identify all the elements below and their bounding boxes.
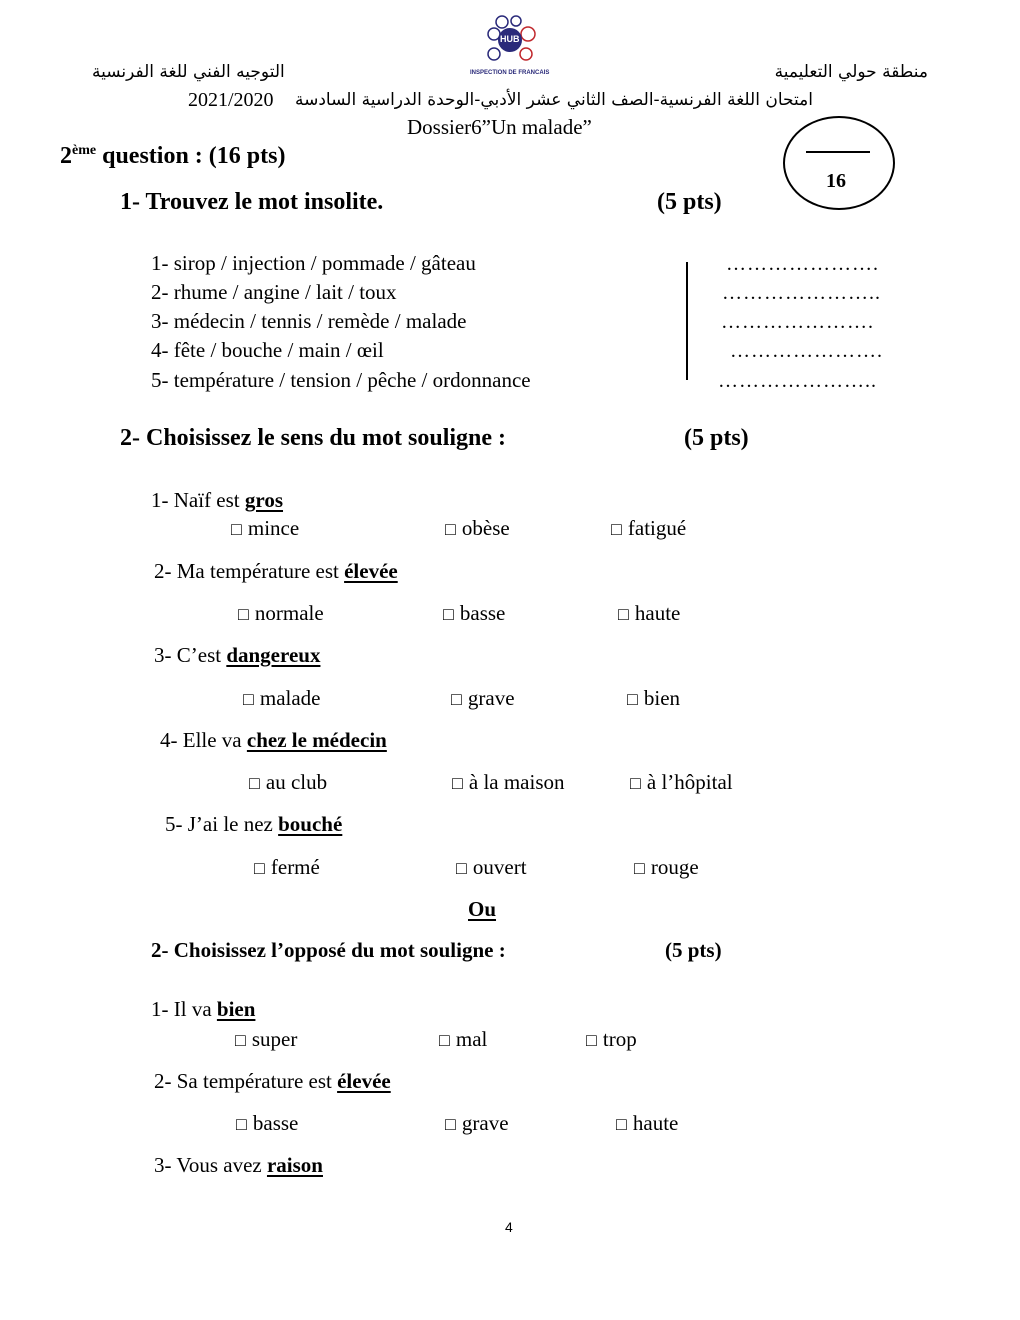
answer-blank[interactable]: …………………..	[722, 282, 881, 304]
part3-points: (5 pts)	[665, 938, 722, 962]
option-checkbox[interactable]: □ mal	[439, 1027, 487, 1052]
or-separator: Ou	[468, 897, 497, 921]
answer-blank[interactable]: ………………….	[726, 253, 879, 275]
option-checkbox[interactable]: □ super	[235, 1027, 297, 1052]
option-checkbox[interactable]: □ ouvert	[456, 855, 527, 880]
question-superscript: ème	[72, 143, 97, 158]
part1-points: (5 pts)	[657, 189, 722, 215]
answer-divider	[686, 262, 688, 380]
underlined-word: gros	[244, 488, 284, 512]
exercise-sentence	[154, 559, 398, 584]
part1-title: 1- Trouvez le mot insolite.	[120, 189, 384, 215]
part1-item: 2- rhume / angine / lait / toux	[151, 280, 397, 304]
option-checkbox[interactable]: □ haute	[616, 1111, 678, 1136]
dossier-title: Dossier6”Un malade”	[407, 115, 592, 139]
school-year: 2021/2020	[188, 89, 274, 111]
exercise-sentence	[154, 643, 320, 668]
option-checkbox[interactable]: □ malade	[243, 686, 321, 711]
answer-blank[interactable]: ………………….	[721, 311, 874, 333]
part1-item: 3- médecin / tennis / remède / malade	[151, 309, 467, 333]
option-checkbox[interactable]: □ à la maison	[452, 770, 565, 795]
exercise-sentence	[151, 997, 255, 1022]
header-right-org: منطقة حولي التعليمية	[774, 62, 928, 82]
underlined-word: dangereux	[226, 643, 321, 667]
option-checkbox[interactable]: □ fatigué	[611, 516, 686, 541]
option-checkbox[interactable]: □ au club	[249, 770, 327, 795]
question-heading	[60, 143, 285, 170]
option-checkbox[interactable]: □ basse	[236, 1111, 298, 1136]
exam-title: امتحان اللغة الفرنسية-الصف الثاني عشر الأدبي-الوحدة الدراسية السادسة	[295, 90, 813, 110]
option-checkbox[interactable]: □ grave	[451, 686, 515, 711]
option-checkbox[interactable]: □ trop	[586, 1027, 637, 1052]
exercise-sentence	[154, 1153, 323, 1178]
inspection-logo	[470, 12, 550, 82]
part2-points: (5 pts)	[684, 425, 749, 451]
option-checkbox[interactable]: □ normale	[238, 601, 324, 626]
part3-title: 2- Choisissez l’opposé du mot souligne :	[151, 938, 506, 962]
option-checkbox[interactable]: □ haute	[618, 601, 680, 626]
option-checkbox[interactable]: □ mince	[231, 516, 299, 541]
part1-item: 1- sirop / injection / pommade / gâteau	[151, 251, 476, 275]
option-checkbox[interactable]: □ bien	[627, 686, 680, 711]
underlined-word: élevée	[344, 559, 398, 583]
exercise-sentence	[154, 1069, 391, 1094]
sentence-prefix: 3- Vous avez	[154, 1153, 267, 1177]
underlined-word: élevée	[337, 1069, 391, 1093]
part2-title: 2- Choisissez le sens du mot souligne :	[120, 425, 507, 451]
logo-caption: INSPECTION DE FRANCAIS	[470, 70, 550, 76]
exercise-sentence	[151, 488, 283, 513]
score-line	[806, 151, 870, 153]
part1-item: 5- température / tension / pêche / ordonnance	[151, 368, 531, 392]
option-checkbox[interactable]: □ à l’hôpital	[630, 770, 733, 795]
sentence-prefix: 2- Ma température est	[154, 559, 345, 583]
score-total: 16	[826, 170, 846, 192]
underlined-word: bouché	[278, 812, 343, 836]
answer-blank[interactable]: ………………….	[730, 340, 883, 362]
page-number: 4	[505, 1219, 513, 1235]
option-checkbox[interactable]: □ basse	[443, 601, 505, 626]
answer-blank[interactable]: …………………..	[718, 370, 877, 392]
logo-text: HUB	[500, 34, 520, 44]
option-checkbox[interactable]: □ fermé	[254, 855, 320, 880]
underlined-word: bien	[216, 997, 256, 1021]
header-left-org: التوجيه الفني للغة الفرنسية	[92, 62, 285, 82]
question-number: 2	[60, 143, 72, 169]
sentence-prefix: 3- C’est	[154, 643, 227, 667]
part1-item: 4- fête / bouche / main / œil	[151, 338, 384, 362]
sentence-prefix: 4- Elle va	[160, 728, 247, 752]
option-checkbox[interactable]: □ rouge	[634, 855, 699, 880]
underlined-word: raison	[266, 1153, 323, 1177]
sentence-prefix: 5- J’ai le nez	[165, 812, 279, 836]
underlined-word: chez le médecin	[246, 728, 387, 752]
exercise-sentence	[160, 728, 387, 753]
option-checkbox[interactable]: □ obèse	[445, 516, 510, 541]
sentence-prefix: 2- Sa température est	[154, 1069, 338, 1093]
sentence-prefix: 1- Naïf est	[151, 488, 245, 512]
option-checkbox[interactable]: □ grave	[445, 1111, 509, 1136]
sentence-prefix: 1- Il va	[151, 997, 217, 1021]
exercise-sentence	[165, 812, 342, 837]
score-circle	[783, 116, 895, 210]
question-label: question : (16 pts)	[96, 143, 286, 169]
